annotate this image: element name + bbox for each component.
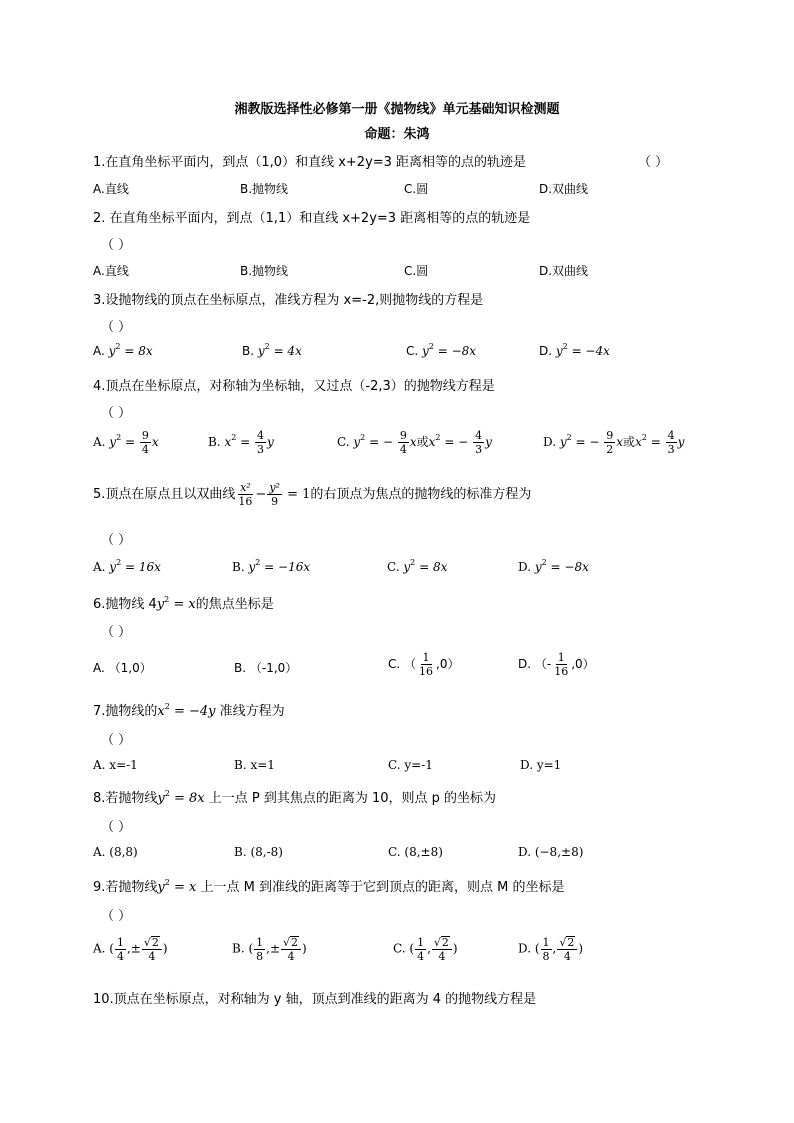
fraction: $\frac{\text{x²}}{16}$ <box>238 481 253 508</box>
fraction: $\frac{1}{4}$ <box>116 935 124 963</box>
fraction: $\frac{4}{3}$ <box>667 429 675 456</box>
question-6-option-a: A. （1,0） <box>93 661 152 675</box>
question-2-option-c: C.圆 <box>404 264 429 278</box>
question-9-option-a: A. ( $\frac{1}{4}$ ,± √ 2 4 ) <box>93 935 168 963</box>
question-9-option-c: C. ( $\frac{1}{4}$ , √ 2 4 ) <box>393 935 458 963</box>
question-4-option-a: A. $y^2$ = $\frac{9}{4}$ x <box>93 429 159 456</box>
question-5-option-d: D. $y^2 = -8x$ <box>518 558 589 574</box>
question-2-stem: 2. 在直角坐标平面内，到点（1,1）和直线 x+2y=3 距离相等的点的轨迹是 <box>93 211 531 226</box>
question-3-answer-paren: （ ） <box>101 320 132 335</box>
question-3-option-a: A. $y^2 = 8x$ <box>93 342 153 358</box>
question-1-answer-paren: （ ） <box>638 155 669 170</box>
question-4-option-d: D. $y^2$ = − $\frac{9}{2}$ x或$x^2$ = $\frac{4}{3}$ y <box>543 429 685 456</box>
question-9-option-d: D. ( $\frac{1}{8}$ , √ 2 4 ) <box>518 935 584 963</box>
question-4-answer-paren: （ ） <box>101 406 132 421</box>
fraction: $\frac{9}{4}$ <box>141 429 149 456</box>
question-5-answer-paren: （ ） <box>101 533 132 548</box>
question-6-option-c: C. （ $\frac{1}{16}$ ,0） <box>388 651 460 678</box>
question-4-option-b: B. $x^2$ = $\frac{4}{3}$ y <box>208 429 274 456</box>
fraction: $\frac{\text{y²}}{9}$ <box>269 481 280 508</box>
sqrt-symbol: √ 2 <box>559 936 575 949</box>
question-3-stem: 3.设抛物线的顶点在坐标原点，准线方程为 x=-2,则抛物线的方程是 <box>93 293 484 308</box>
fraction: √ 2 4 <box>557 936 577 962</box>
fraction: $\frac{1}{8}$ <box>256 935 264 963</box>
question-1-option-b: B.抛物线 <box>240 182 289 196</box>
question-5-option-a: A. $y^2 = 16x$ <box>93 558 161 574</box>
question-2-answer-paren: （ ） <box>101 238 132 253</box>
question-7-answer-paren: （ ） <box>101 733 132 748</box>
question-8-answer-paren: （ ） <box>101 820 132 835</box>
question-8-option-a: A. (8,8) <box>93 845 138 859</box>
fraction: $\frac{1}{16}$ <box>419 651 434 678</box>
fraction: $\frac{1}{8}$ <box>542 935 550 963</box>
page-title: 湘教版选择性必修第一册《抛物线》单元基础知识检测题 <box>234 102 560 117</box>
fraction: √ 2 4 <box>432 936 452 962</box>
question-6-option-b: B. （-1,0） <box>234 661 298 675</box>
question-8-stem: 8.若抛物线$y^2 = 8x$ 上一点 P 到其焦点的距离为 10，则点 p 的坐标为 <box>93 789 497 806</box>
fraction: $\frac{1}{4}$ <box>417 935 425 963</box>
question-8-option-d: D. (−8,±8) <box>518 845 584 859</box>
question-8-option-b: B. (8,-8) <box>234 845 283 859</box>
question-7-stem: 7.抛物线的$x^2 = -4y$ 准线方程为 <box>93 702 285 719</box>
question-2-option-d: D.双曲线 <box>539 264 589 278</box>
question-9-option-b: B. ( $\frac{1}{8}$ ,± √ 2 4 ) <box>232 935 307 963</box>
question-6-answer-paren: （ ） <box>101 625 132 640</box>
fraction: √ 2 4 <box>281 936 301 962</box>
question-2-option-b: B.抛物线 <box>240 264 289 278</box>
question-3-option-c: C. $y^2 = -8x$ <box>406 342 477 358</box>
question-4-stem: 4.顶点在坐标原点，对称轴为坐标轴，又过点（-2,3）的抛物线方程是 <box>93 379 495 394</box>
fraction: $\frac{4}{3}$ <box>257 429 265 456</box>
question-1-option-a: A.直线 <box>93 182 129 196</box>
question-10-stem: 10.顶点在坐标原点，对称轴为 y 轴，顶点到准线的距离为 4 的抛物线方程是 <box>93 992 537 1007</box>
question-6-stem: 6.抛物线 $4y^2 = x$的焦点坐标是 <box>93 595 274 612</box>
question-7-option-b: B. x=1 <box>234 758 275 772</box>
question-8-option-c: C. (8,±8) <box>388 845 443 859</box>
question-2-option-a: A.直线 <box>93 264 129 278</box>
question-1-option-d: D.双曲线 <box>539 182 589 196</box>
sqrt-symbol: √ 2 <box>143 936 159 949</box>
sqrt-symbol: √ 2 <box>433 936 449 949</box>
question-4-option-c: C. $y^2$ = − $\frac{9}{4}$ x或$x^2$ = − $\frac{4}{3}$ y <box>337 429 492 456</box>
question-7-option-a: A. x=-1 <box>93 758 138 772</box>
sqrt-symbol: √ 2 <box>283 936 299 949</box>
fraction: $\frac{1}{16}$ <box>554 651 569 678</box>
question-3-option-d: D. $y^2 = -4x$ <box>539 342 610 358</box>
question-5-option-c: C. $y^2 = 8x$ <box>387 558 448 574</box>
question-3-option-b: B. $y^2 = 4x$ <box>242 342 302 358</box>
fraction: √ 2 4 <box>142 936 162 962</box>
question-7-option-c: C. y=-1 <box>388 758 433 772</box>
question-9-answer-paren: （ ） <box>101 909 132 924</box>
question-7-option-d: D. y=1 <box>520 758 562 772</box>
fraction: $\frac{9}{4}$ <box>399 429 407 456</box>
question-1-option-c: C.圆 <box>404 182 429 196</box>
question-1-stem: 1.在直角坐标平面内，到点（1,0）和直线 x+2y=3 距离相等的点的轨迹是 <box>93 155 527 170</box>
author-line: 命题：朱鸿 <box>364 127 430 142</box>
fraction: $\frac{4}{3}$ <box>475 429 483 456</box>
fraction: $\frac{9}{2}$ <box>606 429 614 456</box>
question-9-stem: 9.若抛物线$y^2 = x$ 上一点 M 到准线的距离等于它到顶点的距离，则点 M 的坐标是 <box>93 878 565 895</box>
question-6-option-d: D. （- $\frac{1}{16}$ ,0） <box>518 651 595 678</box>
question-5-option-b: B. $y^2 = -16x$ <box>232 558 311 574</box>
question-5-stem: 5.顶点在原点且以双曲线 $\frac{\text{x²}}{16}$ − $\frac{\text{y²}}{9}$ = 1的右顶点为焦点的抛物线的标准方程为 <box>93 481 532 508</box>
